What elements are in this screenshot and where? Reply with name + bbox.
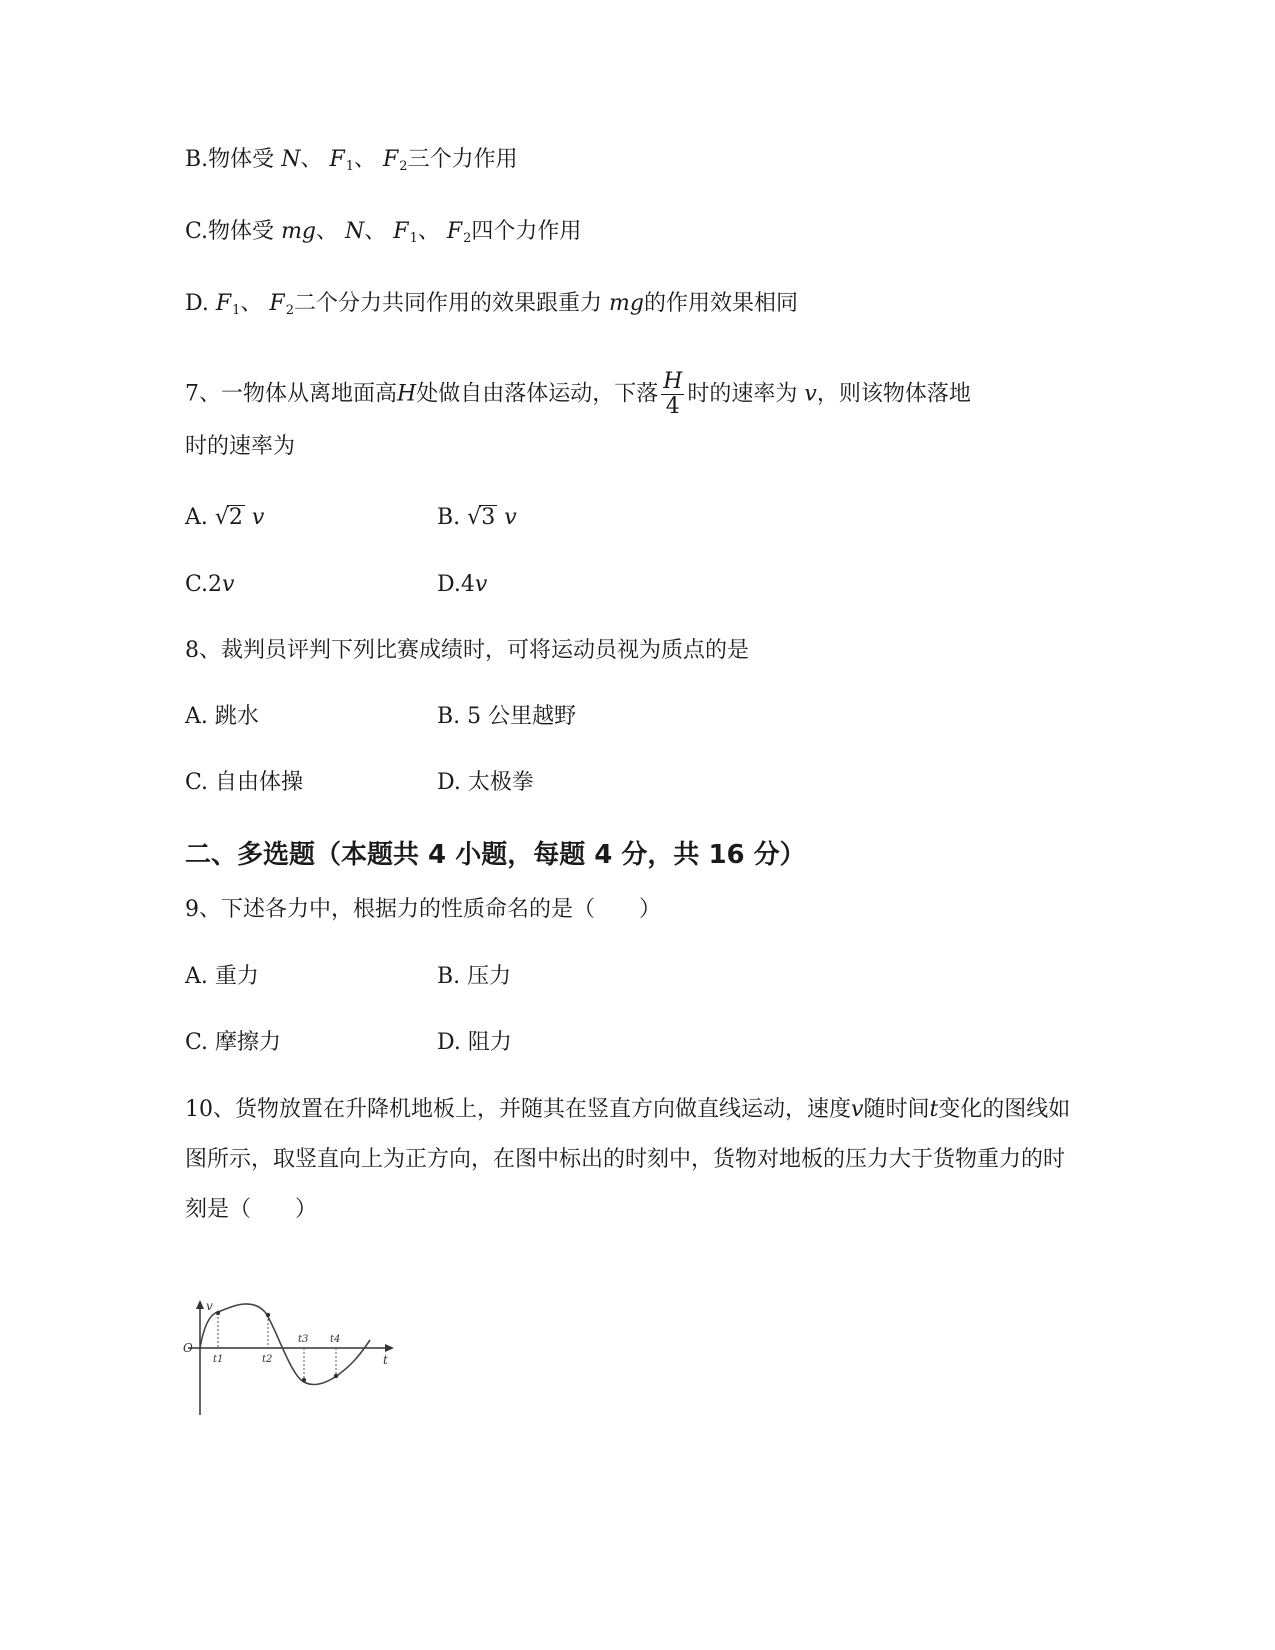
origin-label: O	[183, 1341, 193, 1355]
t1-label: t1	[213, 1354, 224, 1365]
q7-option-a: A. √2 v	[185, 505, 265, 530]
v-axis-arrow	[196, 1300, 204, 1309]
q6-option-b: B.物体受 N、 $F_1$、 $F_2$三个力作用	[185, 147, 518, 174]
q6-option-c: C.物体受 mg、 N、 $F_1$、 $F_2$四个力作用	[185, 219, 582, 246]
section-heading: 二、多选题（本题共 4 小题，每题 4 分，共 16 分）	[185, 840, 806, 870]
velocity-curve	[200, 1304, 370, 1385]
q7-question-line2: 时的速率为	[185, 434, 296, 459]
q8-option-c: C. 自由体操	[185, 770, 304, 795]
q9-option-b: B. 压力	[437, 964, 512, 989]
q7-option-d: D.4v	[437, 572, 488, 597]
t2-label: t2	[262, 1354, 273, 1365]
q7-fraction: $\frac{H}{4}$	[663, 369, 683, 419]
t-axis-arrow	[385, 1344, 394, 1352]
q9-option-d: D. 阻力	[437, 1030, 512, 1055]
t3-point	[302, 1378, 306, 1382]
v-axis-label: v	[206, 1300, 213, 1313]
t-axis-label: t	[383, 1353, 388, 1367]
t3-label: t3	[298, 1334, 309, 1345]
t4-point	[334, 1374, 338, 1378]
q10-question: 10、货物放置在升降机地板上，并随其在竖直方向做直线运动，速度v随时间t变化的图线如图所示，取竖直向上为正方向，在图中标出的时刻中，货物对地板的压力大于货物重力的时刻是（ ）	[185, 1097, 1071, 1222]
q7-option-b: B. √3 v	[437, 505, 517, 530]
q8-option-a: A. 跳水	[185, 704, 259, 729]
q9-option-c: C. 摩擦力	[185, 1030, 282, 1055]
q7-option-c: C.2v	[185, 572, 235, 597]
t4-label: t4	[330, 1334, 341, 1345]
t2-point	[266, 1313, 270, 1317]
velocity-time-graph	[180, 1300, 400, 1420]
q7-question: 7、一物体从离地面高H处做自由落体运动，下落 $\frac{H}{4}$ 时的速率为 v，则该物体落地	[185, 369, 971, 419]
t1-point	[216, 1311, 220, 1315]
q8-question: 8、裁判员评判下列比赛成绩时，可将运动员视为质点的是	[185, 638, 749, 663]
q6-option-d: D. $F_1$、 $F_2$二个分力共同作用的效果跟重力 mg的作用效果相同	[185, 291, 798, 318]
q8-option-d: D. 太极拳	[437, 770, 534, 795]
q9-option-a: A. 重力	[185, 964, 259, 989]
q8-option-b: B. 5 公里越野	[437, 704, 577, 729]
q9-question: 9、下述各力中，根据力的性质命名的是（ ）	[185, 897, 661, 922]
